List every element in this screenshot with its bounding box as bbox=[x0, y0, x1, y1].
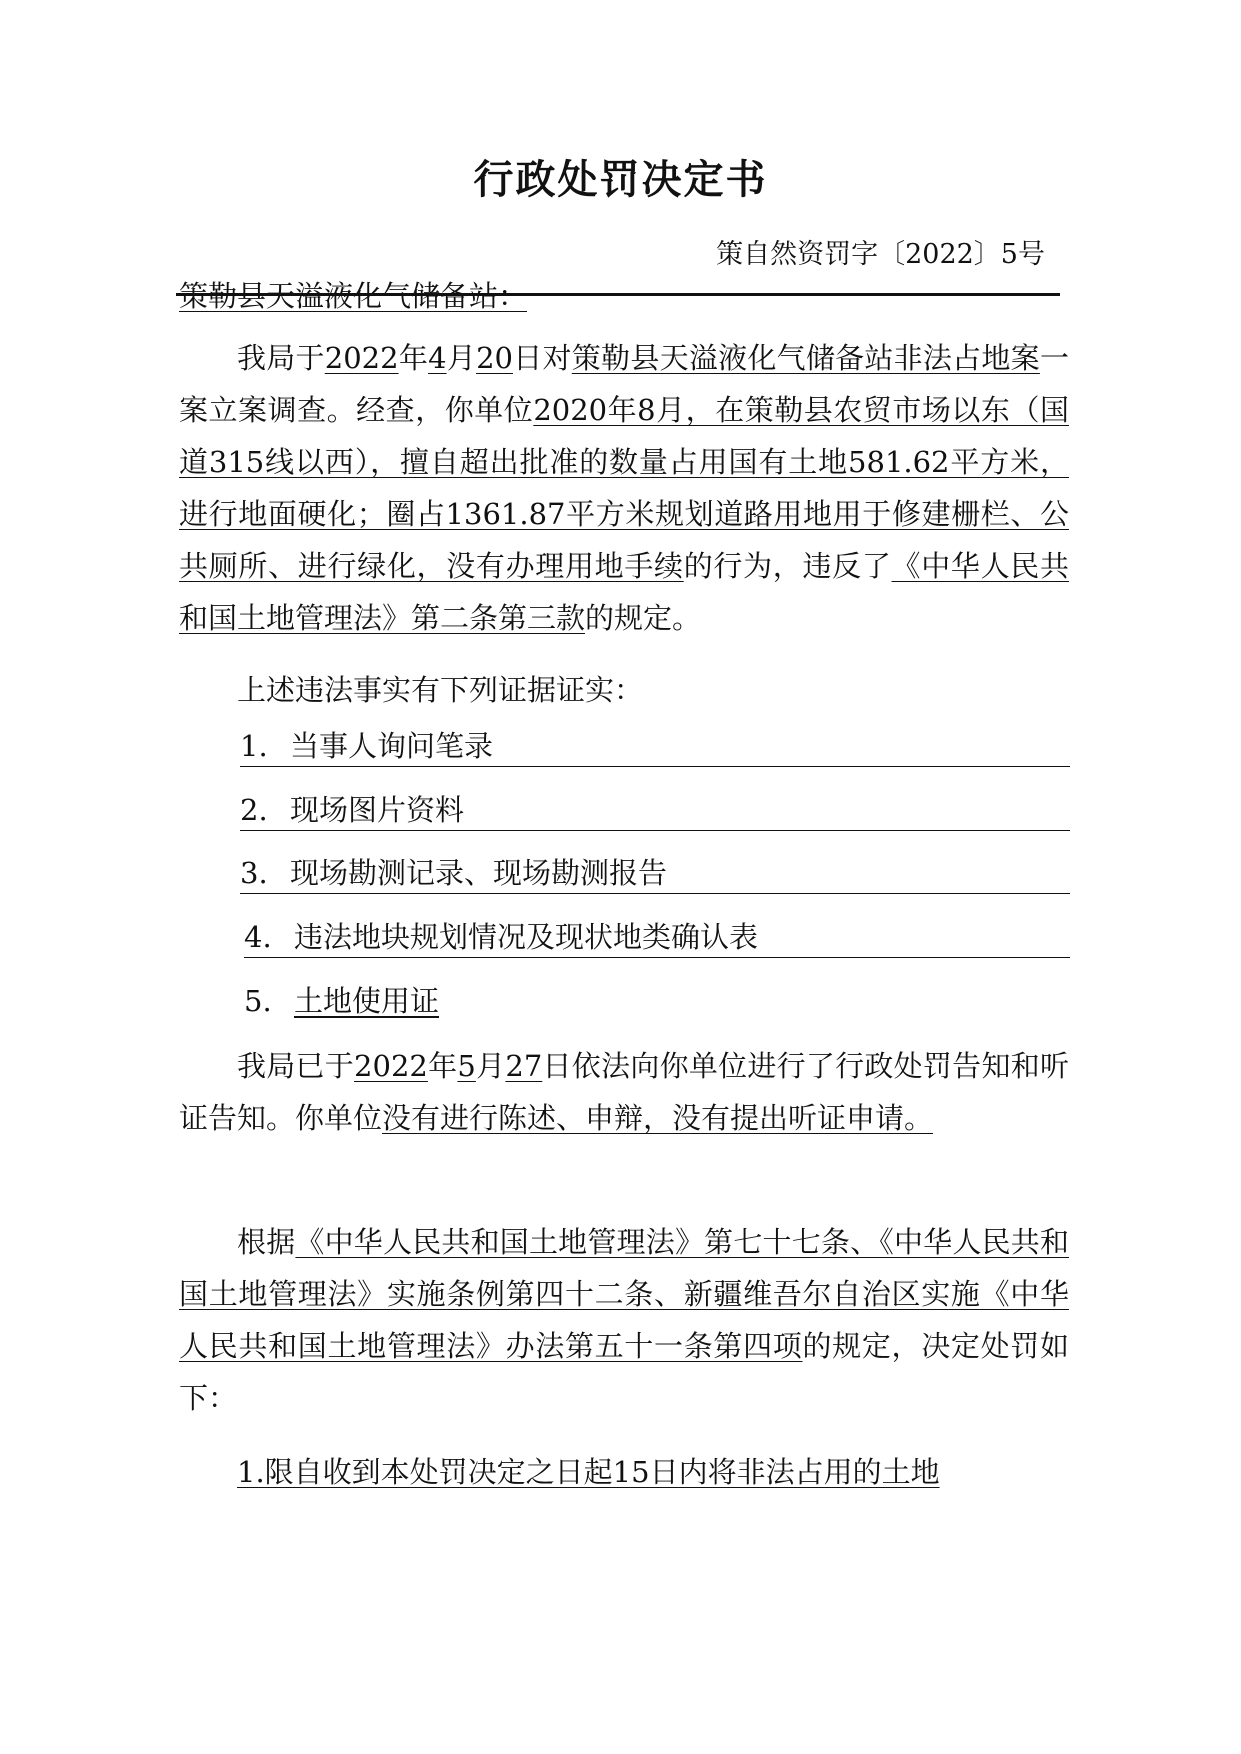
evidence-item bbox=[240, 853, 1070, 894]
text: 年 bbox=[427, 1049, 458, 1083]
text: 月 bbox=[446, 341, 477, 375]
evidence-number: 1. bbox=[240, 729, 268, 763]
filing-month: 4 bbox=[428, 341, 447, 375]
filing-year: 2022 bbox=[324, 341, 399, 375]
evidence-item bbox=[244, 981, 1070, 1021]
text: 年 bbox=[398, 341, 429, 375]
paragraph-notice bbox=[179, 1040, 1069, 1144]
text: 日依法向你单位进行了行政处罚告知和听证告知。你单位 bbox=[179, 1049, 1069, 1135]
text: 日对 bbox=[513, 341, 572, 375]
text: 的行为，违反了 bbox=[683, 549, 892, 583]
recipient bbox=[179, 270, 1069, 322]
violated-law: 《中华人民共和国土地管理法》第二条第三款 bbox=[179, 549, 1069, 635]
text: 根据 bbox=[237, 1225, 296, 1259]
evidence-text: 违法地块规划情况及现状地类确认表 bbox=[294, 920, 759, 954]
text: 的规定。 bbox=[585, 601, 702, 635]
notice-month: 5 bbox=[457, 1049, 476, 1083]
text: 的规定，决定处罚如下： bbox=[179, 1329, 1069, 1415]
evidence-text: 现场勘测记录、现场勘测报告 bbox=[290, 856, 668, 890]
paragraph-case-facts bbox=[179, 332, 1069, 644]
evidence-number: 5. bbox=[244, 984, 272, 1018]
paragraph-legal-basis bbox=[179, 1216, 1069, 1424]
evidence-number: 2. bbox=[240, 793, 268, 827]
evidence-item bbox=[240, 790, 1070, 831]
evidence-text: 当事人询问笔录 bbox=[290, 729, 494, 763]
evidence-number: 3. bbox=[240, 856, 268, 890]
legal-basis: 《中华人民共和国土地管理法》第七十七条、《中华人民共和国土地管理法》实施条例第四十二条、新疆维吾尔自治区实施《中华人民共和国土地管理法》办法第五十一条第四项 bbox=[179, 1225, 1069, 1363]
decision-text: 1.限自收到本处罚决定之日起15日内将非法占用的土地 bbox=[237, 1455, 940, 1489]
decision-item bbox=[179, 1446, 1069, 1498]
evidence-text: 土地使用证 bbox=[294, 984, 440, 1018]
hearing-result: 没有进行陈述、申辩，没有提出听证申请。 bbox=[382, 1101, 934, 1135]
text: 我局于 bbox=[237, 341, 325, 375]
recipient-name: 策勒县天溢液化气储备站： bbox=[179, 279, 528, 313]
evidence-intro: 上述违法事实有下列证据证实： bbox=[237, 673, 644, 707]
case-name: 策勒县天溢液化气储备站非法占地案 bbox=[571, 341, 1040, 375]
text: 一案立案调查。经查，你单位 bbox=[179, 341, 1069, 427]
document-title: 行政处罚决定书 bbox=[473, 156, 768, 203]
document-number: 策自然资罚字〔2022〕5号 bbox=[716, 239, 1045, 270]
evidence-item bbox=[244, 917, 1070, 958]
text: 月 bbox=[475, 1049, 506, 1083]
filing-day: 20 bbox=[476, 341, 514, 375]
notice-year: 2022 bbox=[354, 1049, 428, 1083]
evidence-text: 现场图片资料 bbox=[290, 793, 465, 827]
notice-day: 27 bbox=[505, 1049, 543, 1083]
evidence-number: 4. bbox=[244, 920, 272, 954]
text: 我局已于 bbox=[237, 1049, 355, 1083]
evidence-item bbox=[240, 726, 1070, 767]
violation-facts: 2020年8月，在策勒县农贸市场以东（国道315线以西），擅自超出批准的数量占用国有土地581.62平方米，进行地面硬化；圈占1361.87平方米规划道路用地用于修建栅栏、公共厕所、进行绿化，没有办理用地手续 bbox=[179, 393, 1069, 583]
